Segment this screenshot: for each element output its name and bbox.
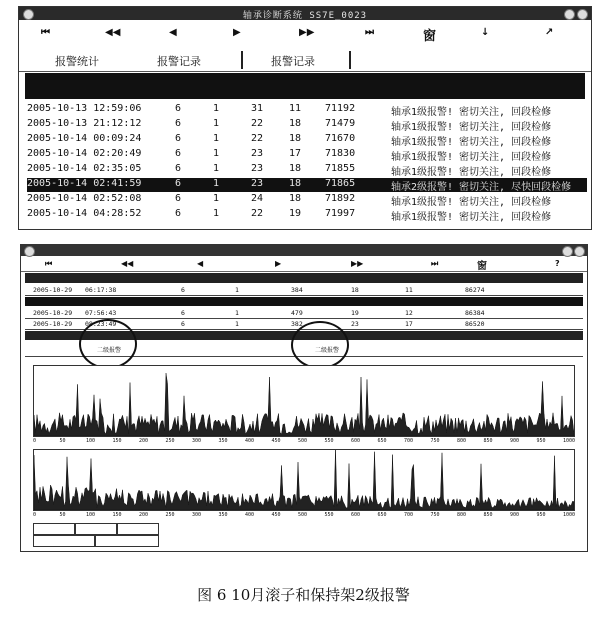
figure-caption: 图 6 10月滚子和保持架2级报警	[197, 586, 410, 604]
axis-tick-label: 350	[218, 512, 228, 518]
window-title-bar	[21, 245, 587, 256]
row-cell: 6	[175, 178, 182, 189]
axis-tick-label: 850	[483, 438, 493, 444]
row-cell: 382	[291, 320, 303, 328]
window-icon[interactable]: 窗	[423, 29, 437, 44]
next-record-icon[interactable]: ▶	[275, 259, 282, 268]
axis-tick-label: 200	[139, 438, 149, 444]
table-row[interactable]	[25, 285, 583, 296]
axis-tick-label: 600	[351, 438, 361, 444]
axis-tick-label: 950	[536, 438, 546, 444]
spectrum-plot-1	[34, 366, 574, 436]
window-icon[interactable]: 窗	[477, 261, 487, 272]
status-cell	[75, 523, 117, 535]
status-cell	[33, 523, 75, 535]
row-cell: 18	[351, 286, 359, 294]
row-cell: 31	[251, 103, 264, 114]
next-page-icon[interactable]: ▶▶	[299, 27, 315, 38]
row-cell: 6	[175, 118, 182, 129]
row-cell: 18	[289, 178, 302, 189]
axis-tick-label: 600	[351, 512, 361, 518]
axis-tick-label: 400	[245, 512, 255, 518]
axis-tick-label: 750	[430, 512, 440, 518]
last-record-icon[interactable]: ⏭	[365, 27, 374, 38]
row-cell: 18	[289, 133, 302, 144]
next-record-icon[interactable]: ▶	[233, 27, 241, 38]
row-cell: 23	[251, 178, 264, 189]
last-record-icon[interactable]: ⏭	[431, 259, 439, 268]
row-cell: 71997	[325, 208, 356, 219]
axis-tick-label: 150	[112, 512, 122, 518]
right-alarm-label: 二级报警	[315, 347, 340, 354]
table-row[interactable]	[27, 163, 587, 177]
row-cell: 1	[213, 148, 220, 159]
row-time: 08:23:49	[85, 320, 117, 328]
axis-tick-label: 900	[510, 438, 520, 444]
window-title-bar	[19, 7, 591, 20]
spectrum-trace	[34, 450, 574, 510]
table-header	[25, 73, 585, 99]
tab-bar	[19, 49, 591, 72]
row-cell: 6	[181, 320, 185, 328]
row-date: 2005-10-29	[33, 286, 73, 294]
spectrum-trace	[34, 373, 574, 436]
tab-alarm-statistics[interactable]: 报警统计	[55, 55, 99, 68]
axis-tick-label: 650	[377, 438, 387, 444]
axis-tick-label: 50	[59, 438, 66, 444]
axis-tick-label: 300	[192, 512, 202, 518]
axis-tick-label: 400	[245, 438, 255, 444]
row-cell: 22	[251, 208, 264, 219]
row-cell: 17	[289, 148, 302, 159]
row-cell: 1	[213, 133, 220, 144]
spectrum-panel-2	[33, 449, 575, 511]
axis-tick-label: 250	[165, 512, 175, 518]
record-navigation-bar	[19, 25, 591, 45]
axis-tick-label: 500	[298, 512, 308, 518]
exit-icon[interactable]: ↗	[545, 27, 554, 38]
axis-tick-label: 750	[430, 438, 440, 444]
row-cell: 71855	[325, 163, 356, 174]
row-time: 2005-10-14 02:35:05	[27, 163, 142, 174]
download-icon[interactable]: ↓	[481, 27, 490, 38]
axis-tick-label: 300	[192, 438, 202, 444]
close-button[interactable]	[577, 9, 588, 20]
tab-divider	[349, 51, 351, 69]
row-message: 轴承1级报警! 密切关注, 回段检修	[391, 107, 552, 118]
row-cell: 1	[213, 178, 220, 189]
axis-tick-label: 150	[112, 438, 122, 444]
axis-tick-label: 550	[324, 438, 334, 444]
tab-alarm-records[interactable]: 报警记录	[157, 55, 201, 68]
close-button[interactable]	[574, 246, 585, 257]
row-cell: 71830	[325, 148, 356, 159]
row-message: 轴承1级报警! 密切关注, 回段检修	[391, 137, 552, 148]
axis-tick-label: 450	[271, 512, 281, 518]
selected-row[interactable]	[25, 297, 583, 306]
row-cell: 22	[251, 118, 264, 129]
axis-tick-label: 0	[33, 512, 37, 518]
left-alarm-label: 二级报警	[97, 347, 122, 354]
help-icon[interactable]: ?	[555, 259, 560, 268]
axis-tick-label: 700	[404, 512, 414, 518]
row-time: 2005-10-14 02:52:08	[27, 193, 142, 204]
row-cell: 6	[175, 103, 182, 114]
status-cell	[117, 523, 159, 535]
row-cell: 71479	[325, 118, 356, 129]
window-menu-button[interactable]	[24, 246, 35, 257]
axis-tick-label: 0	[33, 438, 37, 444]
row-message: 轴承1级报警! 密切关注, 回段检修	[391, 122, 552, 133]
table-row[interactable]	[27, 148, 587, 162]
next-page-icon[interactable]: ▶▶	[351, 259, 364, 268]
row-cell: 24	[251, 193, 264, 204]
row-cell: 6	[175, 163, 182, 174]
row-cell: 1	[213, 193, 220, 204]
first-record-icon[interactable]: ⏮	[45, 259, 53, 268]
table-row[interactable]	[27, 208, 587, 222]
highlight-circle-cage	[291, 321, 349, 369]
tab-alarm-records-2[interactable]: 报警记录	[271, 55, 315, 68]
tab-divider	[241, 51, 243, 69]
row-cell: 1	[235, 309, 239, 317]
status-cell	[95, 535, 159, 547]
row-time: 07:56:43	[85, 309, 117, 317]
table-header	[25, 273, 583, 283]
axis-tick-label: 50	[59, 512, 66, 518]
axis-tick-label: 350	[218, 438, 228, 444]
axis-tick-label: 800	[457, 438, 467, 444]
axis-tick-label: 1000	[563, 438, 576, 444]
first-record-icon[interactable]: ⏮	[41, 27, 50, 38]
row-cell: 6	[175, 208, 182, 219]
table-row[interactable]	[27, 118, 587, 132]
row-cell: 17	[405, 320, 413, 328]
row-time: 2005-10-13 21:12:12	[27, 118, 142, 129]
row-cell: 22	[251, 133, 264, 144]
row-cell: 6	[181, 309, 185, 317]
axis-tick-label: 100	[86, 512, 96, 518]
row-cell: 12	[405, 309, 413, 317]
bottom-status-grid	[33, 523, 183, 547]
minimize-button[interactable]	[562, 246, 573, 257]
axis-tick-label: 950	[536, 512, 546, 518]
row-cell: 23	[251, 148, 264, 159]
row-cell: 6	[175, 148, 182, 159]
row-cell: 1	[213, 103, 220, 114]
row-cell: 11	[289, 103, 302, 114]
row-cell: 71670	[325, 133, 356, 144]
prev-page-icon[interactable]: ◀◀	[105, 27, 121, 38]
table-row[interactable]	[27, 133, 587, 147]
row-cell: 384	[291, 286, 303, 294]
row-message: 轴承1级报警! 密切关注, 回段检修	[391, 167, 552, 178]
table-row[interactable]	[27, 193, 587, 207]
axis-tick-label: 850	[483, 512, 493, 518]
row-cell: 23	[251, 163, 264, 174]
row-cell: 479	[291, 309, 303, 317]
row-date: 2005-10-29	[33, 320, 73, 328]
window-title: 轴承诊断系统 SS7E_0023	[242, 11, 368, 21]
axis-tick-label: 800	[457, 512, 467, 518]
row-date: 2005-10-29	[33, 309, 73, 317]
row-time: 2005-10-14 00:09:24	[27, 133, 142, 144]
status-cell	[33, 535, 95, 547]
prev-record-icon[interactable]: ◀	[169, 27, 177, 38]
axis-tick-label: 700	[404, 438, 414, 444]
row-cell: 86274	[465, 286, 485, 294]
table-row[interactable]	[27, 103, 587, 117]
row-time: 2005-10-13 12:59:06	[27, 103, 142, 114]
row-cell: 71192	[325, 103, 356, 114]
prev-record-icon[interactable]: ◀	[197, 259, 204, 268]
row-message: 轴承2级报警! 密切关注, 尽快回段检修	[391, 182, 572, 193]
row-message: 轴承1级报警! 密切关注, 回段检修	[391, 152, 552, 163]
row-cell: 19	[351, 309, 359, 317]
row-cell: 1	[235, 320, 239, 328]
axis-tick-label: 450	[271, 438, 281, 444]
spectrum-axis-1	[33, 437, 576, 446]
record-navigation-bar	[21, 257, 587, 272]
axis-tick-label: 550	[324, 512, 334, 518]
row-cell: 71865	[325, 178, 356, 189]
highlight-circle-roller	[79, 319, 137, 369]
axis-tick-label: 100	[86, 438, 96, 444]
axis-tick-label: 900	[510, 512, 520, 518]
row-message: 轴承1级报警! 密切关注, 回段检修	[391, 212, 552, 223]
selected-table-row[interactable]	[27, 178, 587, 192]
row-cell: 71892	[325, 193, 356, 204]
spectrum-plot-2	[34, 450, 574, 510]
row-cell: 86384	[465, 309, 485, 317]
row-time: 2005-10-14 02:41:59	[27, 178, 142, 189]
row-cell: 6	[175, 193, 182, 204]
row-cell: 1	[213, 208, 220, 219]
row-cell: 19	[289, 208, 302, 219]
row-cell: 1	[235, 286, 239, 294]
axis-tick-label: 1000	[563, 512, 576, 518]
diagnosis-spectrum-window	[20, 244, 588, 552]
spectrum-axis-2	[33, 511, 576, 520]
row-cell: 6	[175, 133, 182, 144]
axis-tick-label: 250	[165, 438, 175, 444]
row-cell: 18	[289, 163, 302, 174]
row-cell: 1	[213, 163, 220, 174]
row-cell: 11	[405, 286, 413, 294]
axis-tick-label: 200	[139, 512, 149, 518]
row-time: 06:17:38	[85, 286, 117, 294]
row-cell: 86520	[465, 320, 485, 328]
row-cell: 23	[351, 320, 359, 328]
axis-tick-label: 650	[377, 512, 387, 518]
axis-tick-label: 500	[298, 438, 308, 444]
table-row[interactable]	[25, 308, 583, 319]
minimize-button[interactable]	[564, 9, 575, 20]
row-message: 轴承1级报警! 密切关注, 回段检修	[391, 197, 552, 208]
row-cell: 18	[289, 193, 302, 204]
spectrum-panel-1	[33, 365, 575, 437]
row-cell: 1	[213, 118, 220, 129]
row-cell: 18	[289, 118, 302, 129]
prev-page-icon[interactable]: ◀◀	[121, 259, 134, 268]
row-cell: 6	[181, 286, 185, 294]
row-time: 2005-10-14 04:28:52	[27, 208, 142, 219]
alarm-record-window	[18, 6, 592, 230]
row-time: 2005-10-14 02:20:49	[27, 148, 142, 159]
